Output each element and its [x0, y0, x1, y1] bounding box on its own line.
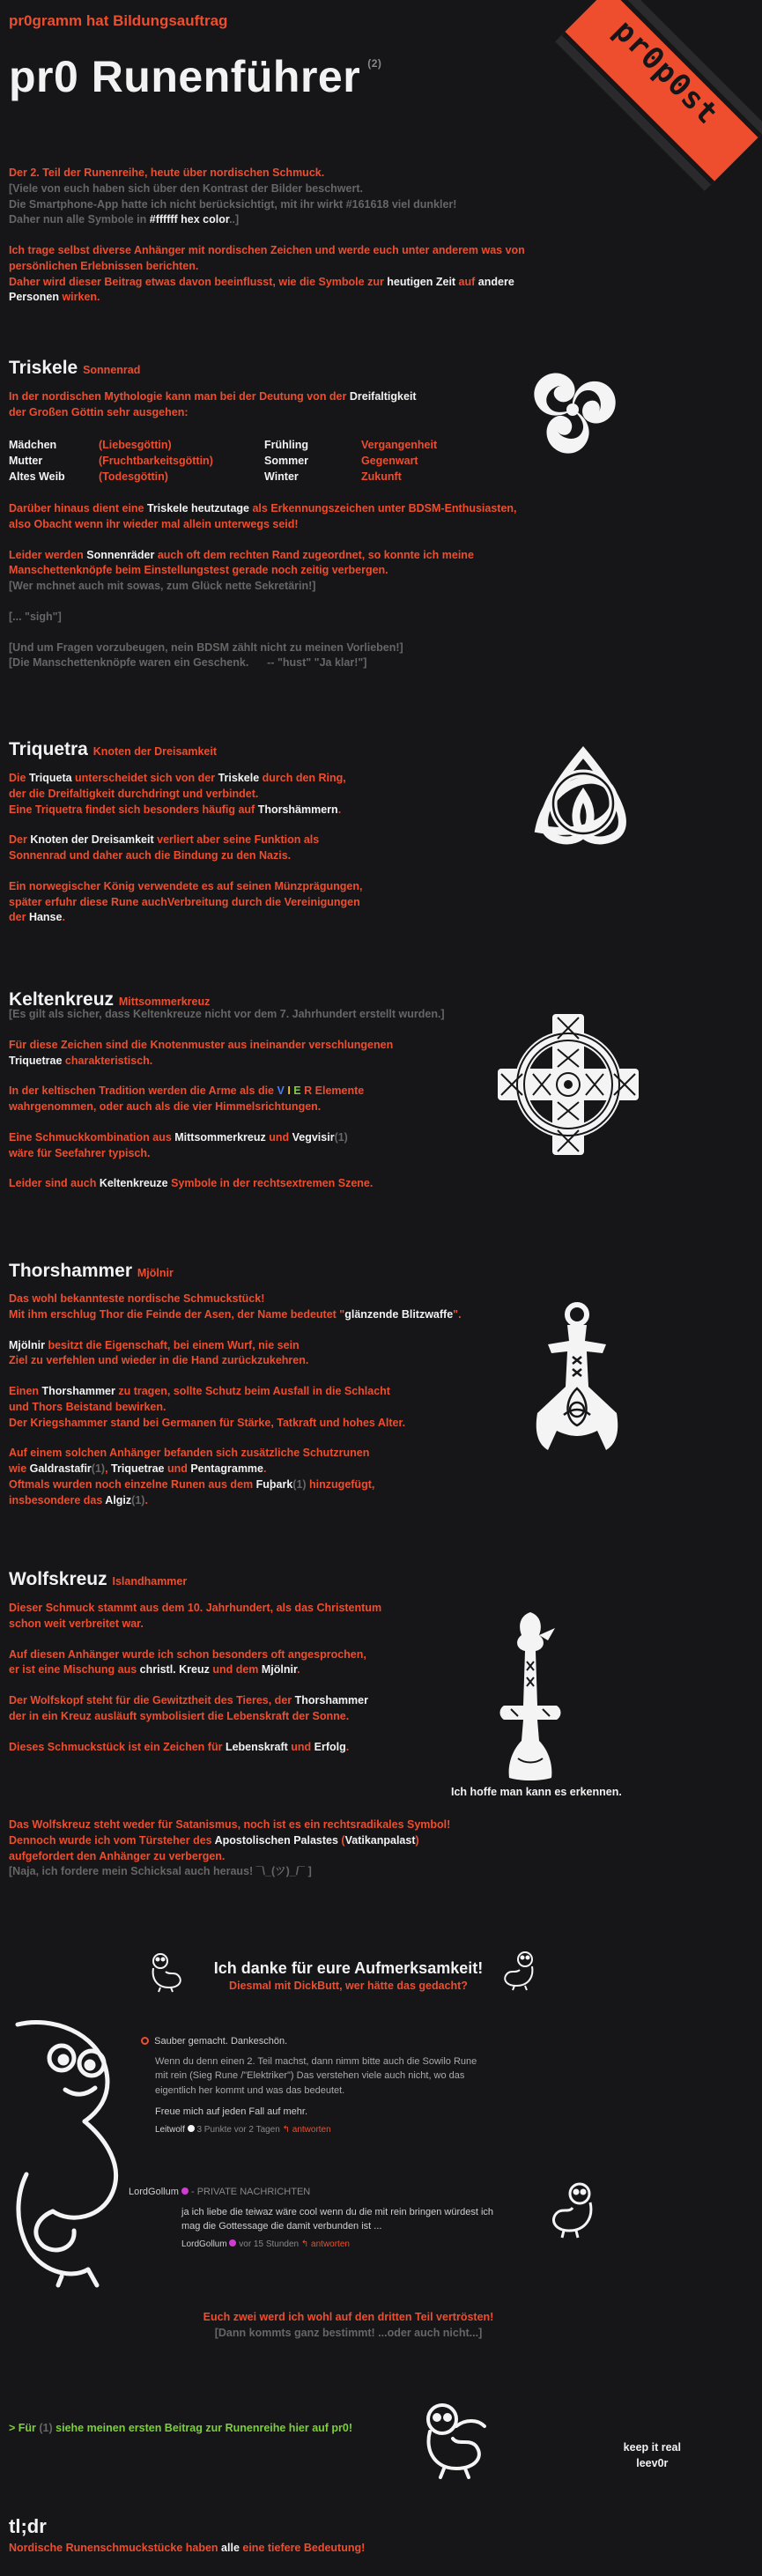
- outro-line-2: [Dann kommts ganz bestimmt! ...oder auch nicht...]: [214, 2327, 483, 2339]
- keltenkreuz-body: [Es gilt als sicher, dass Keltenkreuze nicht vor dem 7. Jahrhundert erstellt wurden.] Für diese Zeichen sind die Knotenmuster aus ineinander verschlungenen Triquetrae charakteristisch. In der keltischen Tradition werden die Arme als die V I E R Elemente wahrgenommen, oder auch als die vier Himmelsrichtungen. Eine Schmuckkombination aus Mittsommerkreuz und Vegvisir(1) wäre für Seefahrer typisch. Leider sind auch Keltenkreuze Symbole in der rechtsextremen Szene.: [9, 1008, 445, 1190]
- outro-line-1: Euch zwei werd ich wohl auf den dritten Teil vertrösten!: [203, 2311, 494, 2323]
- triskele-intro: In der nordischen Mythologie kann man bei der Deutung von der Dreifaltigkeit der Großen Göttin sehr ausgehen:: [9, 390, 417, 418]
- table-row: Mutter (Fruchtbarkeitsgöttin) Sommer Gegenwart: [9, 454, 418, 467]
- dickbutt-icon: [544, 2181, 597, 2239]
- vote-icon[interactable]: [141, 2037, 149, 2045]
- triskele-body: Darüber hinaus dient eine Triskele heutzutage als Erkennungszeichen unter BDSM-Enthusiasten, also Obacht wenn ihr wieder mal allein unterwegs seid! Leider werden Sonnenräder auch oft dem rechten Rand zugeordnet, so konnte ich meine Manschettenknöpfe beim Einstellungstest gerade noch zeitig verbergen. [Wer mchnet auch mit sowas, zum Glück nette Sekretärin!] [... "sigh"] [Und um Fragen vorzubeugen, nein BDSM zählt nicht zu meinen Vorlieben!] [Die Manschettenknöpfe waren ein Geschenk. -- "hust" "Ja klar!"]: [9, 502, 517, 670]
- wolfskreuz-body: Dieser Schmuck stammt aus dem 10. Jahrhundert, als das Christentum schon weit verbreitet war. Auf diesen Anhänger wurde ich schon besonders oft angesprochen, er ist eine Mischung aus christl. Kreuz und dem Mjölnir. Der Wolfskopf steht für die Gewitztheit des Tieres, der Thorshammer der in ein Kreuz ausläuft symbolisiert die Lebenskraft der Sonne. Dieses Schmuckstück ist ein Zeichen für Lebenskraft und Erfolg.: [9, 1602, 382, 1753]
- triquetra-body: Die Triqueta unterscheidet sich von der Triskele durch den Ring, der die Dreifaltigkeit durchdringt und verbindet. Eine Triquetra findet sich besonders häufig auf Thorshämmern. Der Knoten der Dreisamkeit verliert aber seine Funktion als Sonnenrad und daher auch die Bindung zu den Nazis. Ein norwegischer König verwendete es auf seinen Münzprägungen, später erfuhr diese Rune auchVerbreitung durch die Vereinigungen der Hanse.: [9, 772, 363, 924]
- comment-user[interactable]: LordGollum: [129, 2187, 179, 2197]
- dickbutt-icon: [499, 1951, 537, 1991]
- dickbutt-icon: [418, 2400, 499, 2479]
- thors-hammer-icon: [529, 1302, 625, 1452]
- page-title: pr0 Runenführer $^{(2)}$: [9, 52, 382, 101]
- comment-2: LordGollum - PRIVATE NACHRICHTEN ja ich liebe die teiwaz wäre cool wenn du die mit rein bringen würdest ich mag die Gottessage die damit verbunden ist ... LordGollum vor 15 Stunden ↰ antworten: [129, 2187, 494, 2249]
- wolf-cross-icon: [486, 1609, 574, 1785]
- brand-title: pr0gramm hat Bildungsauftrag: [9, 12, 228, 29]
- comment-user[interactable]: LordGollum: [181, 2239, 227, 2249]
- triquetra-icon: [522, 742, 645, 865]
- first-post-link[interactable]: > Für (1) siehe meinen ersten Beitrag zur Runenreihe hier auf pr0!: [9, 2422, 353, 2434]
- comment-user[interactable]: Leitwolf: [155, 2124, 185, 2135]
- reply-link[interactable]: ↰ antworten: [300, 2239, 350, 2249]
- section-title-wolfskreuz: Wolfskreuz Islandhammer: [9, 1569, 188, 1589]
- reply-link[interactable]: ↰ antworten: [282, 2124, 331, 2135]
- section-title-keltenkreuz: Keltenkreuz Mittsommerkreuz: [9, 989, 211, 1010]
- tldr-title: tl;dr: [9, 2515, 47, 2537]
- comment-1: Sauber gemacht. Dankeschön. Wenn du denn einen 2. Teil machst, dann nimm bitte auch die Sowilo Rune mit rein (Sieg Rune /"Elektriker") Das verstehen viele auch nicht, wo das eigentlich her kommt und was das bedeutet. Freue mich auf jeden Fall auf mehr. Leitwolf 3 Punkte vor 2 Tagen ↰ antworten: [141, 2034, 546, 2136]
- section-title-triskele: Triskele Sonnenrad: [9, 358, 141, 378]
- celtic-cross-icon: [495, 1011, 641, 1158]
- signature: keep it real leev0r: [623, 2441, 681, 2469]
- section-title-triquetra: Triquetra Knoten der Dreisamkeit: [9, 739, 218, 759]
- table-row: Mädchen (Liebesgöttin) Frühling Vergangenheit: [9, 439, 438, 451]
- thorshammer-body: Das wohl bekannteste nordische Schmuckstück! Mit ihm erschlug Thor die Feinde der Asen, der Name bedeutet "glänzende Blitzwaffe". Mjölnir besitzt die Eigenschaft, bei einem Wurf, nie sein Ziel zu verfehlen und wieder in die Hand zurückzukehren. Einen Thorshammer zu tragen, sollte Schutz beim Ausfall in die Schlacht und Thors Beistand bewirken. Der Kriegshammer stand bei Germanen für Stärke, Tatkraft und hohes Alter. Auf einem solchen Anhänger befanden sich zusätzliche Schutzrunen wie Galdrastafir(1), Triquetrae und Pentagramme. Oftmals wurden noch einzelne Runen aus dem Fuþark(1) hinzugefügt, insbesondere das Algiz(1).: [9, 1292, 462, 1506]
- dickbutt-icon: [0, 2016, 141, 2289]
- thanks-title: Ich danke für eure Aufmerksamkeit!: [213, 1959, 484, 1977]
- tldr-text: Nordische Runenschmuckstücke haben alle eine tiefere Bedeutung!: [9, 2542, 366, 2554]
- triskele-icon: [515, 352, 630, 467]
- section-title-thorshammer: Thorshammer Mjölnir: [9, 1261, 174, 1281]
- corner-stamp: pr0p0st: [538, 0, 697, 159]
- intro: Der 2. Teil der Runenreihe, heute über nordischen Schmuck. [Viele von euch haben sich über den Kontrast der Bilder beschwert. Die Smartphone-App hatte ich nicht berücksichtigt, mit ihr wirkt #161618 viel dunkler! Daher nun alle Symbole in #ffffff hex color..] Ich trage selbst diverse Anhänger mit nordischen Zeichen und werde euch unter anderem was von persönlichen Erlebnissen berichten. Daher wird dieser Beitrag etwas davon beeinflusst, wie die Symbole zur heutigen Zeit auf andere Personen wirken.: [9, 167, 525, 304]
- table-row: Altes Weib (Todesgöttin) Winter Zukunft: [9, 470, 402, 483]
- triskele-table: [9, 438, 458, 485]
- thanks-subtitle: Diesmal mit DickButt, wer hätte das gedacht?: [229, 1980, 468, 1992]
- wolfskreuz-caption: Ich hoffe man kann es erkennen.: [451, 1786, 622, 1798]
- wolfskreuz-notes: Das Wolfskreuz steht weder für Satanismus, noch ist es ein rechtsradikales Symbol! Dennoch wurde ich vom Türsteher des Apostolischen Palastes (Vatikanpalast) aufgefordert den Anhänger zu verbergen. [Naja, ich fordere mein Schicksal auch heraus! ¯\_(ツ)_/¯ ]: [9, 1818, 451, 1878]
